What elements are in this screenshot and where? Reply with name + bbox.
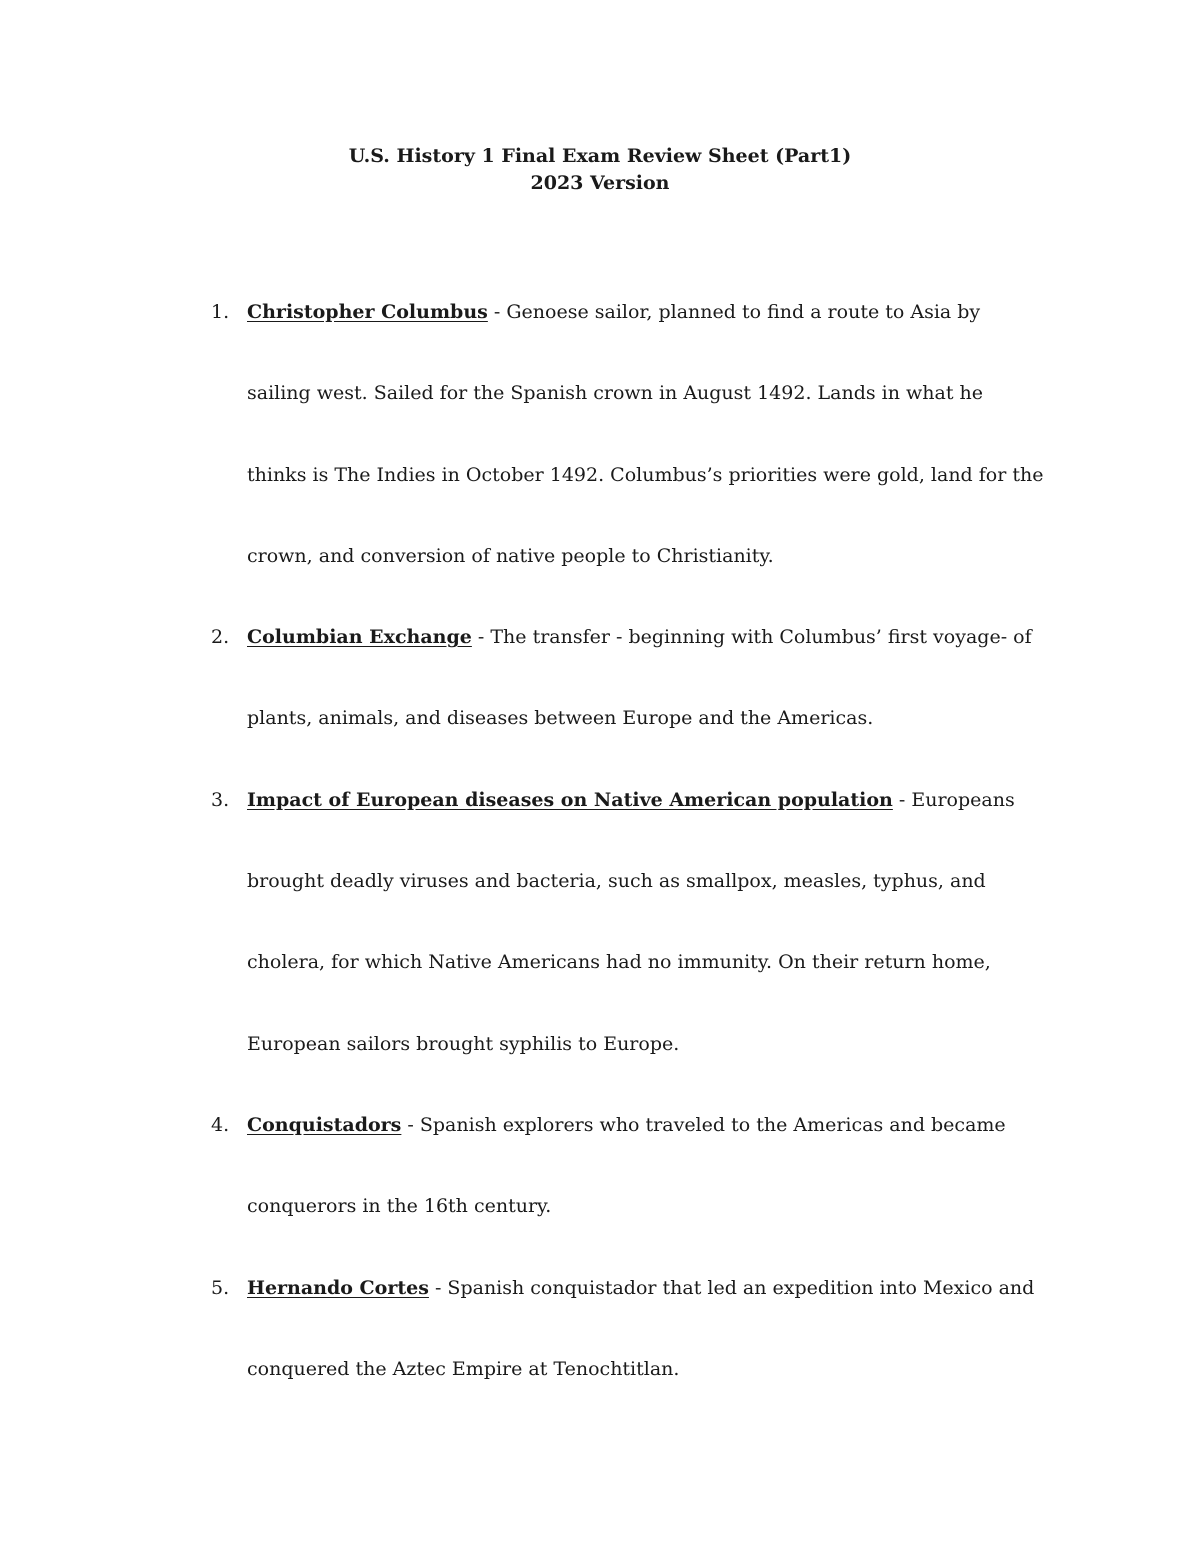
list-item <box>208 597 1048 760</box>
list-item <box>208 272 1048 597</box>
item-number: 4. <box>211 1113 230 1136</box>
item-term: Hernando Cortes <box>247 1276 429 1299</box>
document-subtitle: 2023 Version <box>530 172 670 194</box>
item-term: Christopher Columbus <box>247 301 488 323</box>
title-block <box>0 143 1200 197</box>
item-definition: - Spanish explorers who traveled to the Americas and became conquerors in the 16th century. <box>247 1113 1006 1218</box>
item-term: Impact of European diseases on Native American population <box>247 788 893 811</box>
item-definition: - The transfer - beginning with Columbus’ first voyage- of plants, animals, and diseases between Europe and the Americas. <box>247 626 1032 730</box>
item-number: 5. <box>211 1276 230 1299</box>
document-title: U.S. History 1 Final Exam Review Sheet (Part1) <box>348 145 852 167</box>
item-term: Columbian Exchange <box>247 626 472 649</box>
item-definition: - Genoese sailor, planned to find a route to Asia by sailing west. Sailed for the Spanish crown in August 1492. Lands in what he thinks is The Indies in October 1492. Columbus’s priorities were gold, land for the crown, and conversion of native people to Christianity. <box>247 301 1044 567</box>
review-list <box>208 272 1048 1410</box>
item-definition: - Europeans brought deadly viruses and bacteria, such as smallpox, measles, typhus, and cholera, for which Native Americans had no immunity. On their return home, European sailors brought syphilis to Europe. <box>247 788 1015 1055</box>
item-term: Conquistadors <box>247 1113 402 1136</box>
list-item <box>208 1085 1048 1248</box>
list-item <box>208 1248 1048 1411</box>
item-number: 3. <box>211 788 230 811</box>
item-definition: - Spanish conquistador that led an expedition into Mexico and conquered the Aztec Empire at Tenochtitlan. <box>247 1276 1035 1380</box>
list-item <box>208 760 1048 1085</box>
item-number: 1. <box>211 301 230 323</box>
item-number: 2. <box>211 626 230 649</box>
